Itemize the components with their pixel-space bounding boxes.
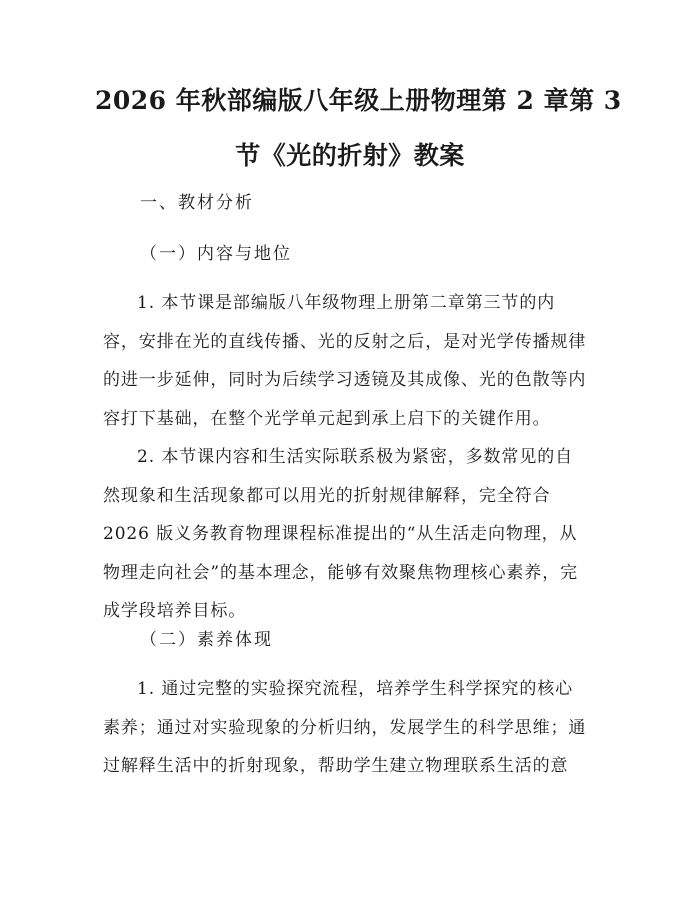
paragraph-line: 物理走向社会”的基本理念，能够有效聚焦物理核心素养，完 bbox=[103, 562, 578, 583]
paragraph-line: 容，安排在光的直线传播、光的反射之后，是对光学传播规律 bbox=[103, 331, 587, 352]
document-title-line-1: 2026 年秋部编版八年级上册物理第 2 章第 3 bbox=[95, 86, 622, 115]
paragraph-line: 的进一步延伸，同时为后续学习透镜及其成像、光的色散等内 bbox=[103, 370, 587, 390]
subsection-heading-competency: （二）素养体现 bbox=[140, 630, 273, 650]
section-heading-materials-analysis: 一、教材分析 bbox=[140, 193, 254, 213]
paragraph-competency-1 bbox=[103, 670, 597, 786]
paragraph-line: 1. 本节课是部编版八年级物理上册第二章第三节的内 bbox=[137, 293, 556, 313]
paragraph-line: 然现象和生活现象都可以用光的折射规律解释，完全符合 bbox=[103, 485, 551, 506]
paragraph-content-position-2 bbox=[103, 438, 597, 631]
paragraph-line: 容打下基础，在整个光学单元起到承上启下的关键作用。 bbox=[103, 408, 551, 429]
document-title-line-2: 节《光的折射》教案 bbox=[235, 141, 465, 170]
paragraph-content-position-1 bbox=[103, 284, 597, 438]
paragraph-line: 过解释生活中的折射现象，帮助学生建立物理联系生活的意 bbox=[103, 756, 569, 776]
subsection-heading-content-position: （一）内容与地位 bbox=[140, 244, 292, 264]
paragraph-line: 1. 通过完整的实验探究流程，培养学生科学探究的核心 bbox=[137, 679, 574, 699]
paragraph-line: 成学段培养目标。 bbox=[103, 601, 247, 621]
paragraph-line: 2026 版义务教育物理课程标准提出的“从生活走向物理，从 bbox=[103, 524, 578, 544]
paragraph-line: 2. 本节课内容和生活实际联系极为紧密，多数常见的自 bbox=[137, 447, 574, 467]
paragraph-line: 素养；通过对实验现象的分析归纳，发展学生的科学思维；通 bbox=[103, 717, 587, 738]
